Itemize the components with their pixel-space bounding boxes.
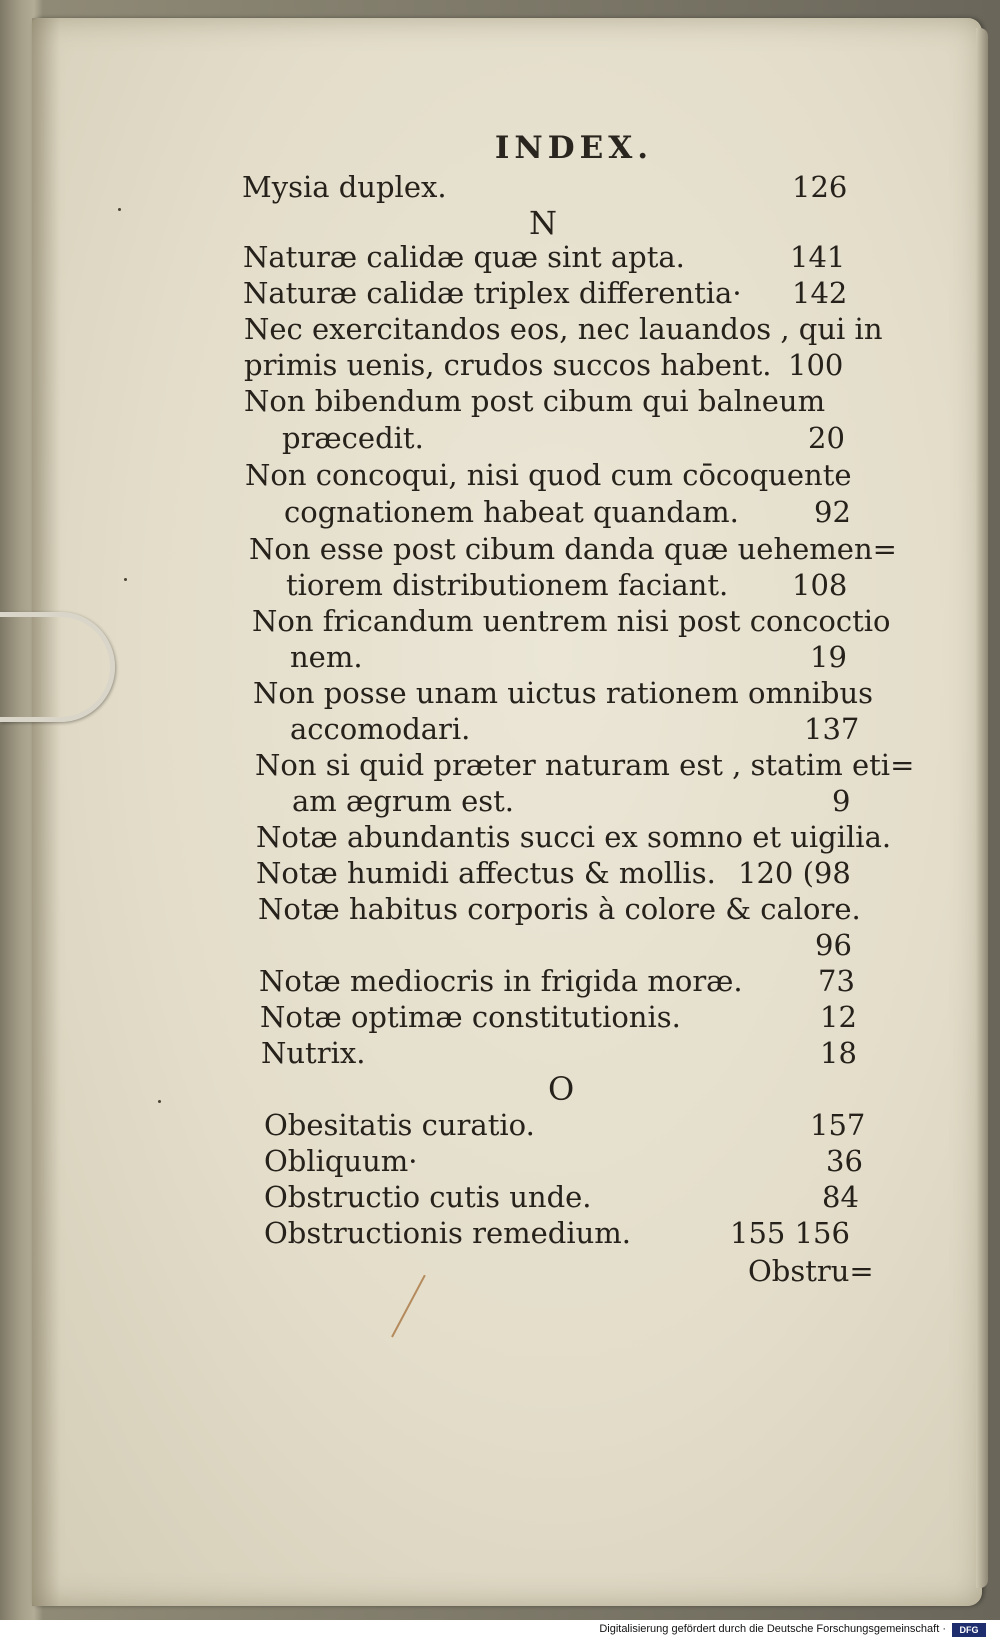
entry-page: 137: [804, 712, 860, 746]
entry-text: cognationem habeat quandam.: [284, 495, 739, 529]
index-entry: [32, 604, 932, 640]
entry-text: primis uenis, crudos succos habent.: [244, 348, 772, 382]
index-entry: [32, 495, 932, 531]
index-entry: [32, 1144, 932, 1180]
index-entry: [32, 748, 932, 784]
index-entry: [32, 170, 932, 206]
entry-page: 142: [792, 276, 848, 310]
entry-text: Non concoqui, nisi quod cum cōcoquente: [245, 458, 852, 492]
index-entry: [32, 820, 932, 856]
index-entry: [32, 1000, 932, 1036]
index-entry: [32, 421, 932, 457]
entry-text: Non posse unam uictus rationem omnibus: [253, 676, 874, 710]
entry-page: 20: [808, 421, 845, 455]
entry-page: 96: [815, 928, 852, 962]
index-entry: [32, 856, 932, 892]
entry-page: 141: [790, 240, 846, 274]
entry-page: 108: [792, 568, 848, 602]
index-entry: [32, 1036, 932, 1072]
entry-page: 18: [820, 1036, 857, 1070]
entry-page: 157: [810, 1108, 866, 1142]
entry-page: 126: [792, 170, 848, 204]
entry-text: Naturæ calidæ quæ sint apta.: [243, 240, 685, 274]
index-entry: [32, 240, 932, 276]
index-entry: [32, 1180, 932, 1216]
running-head: INDEX.: [494, 130, 654, 166]
index-entry: [32, 1108, 932, 1144]
dfg-logo: DFG: [952, 1623, 986, 1637]
catchword-row: [32, 1254, 932, 1290]
entry-text: Non bibendum post cibum qui balneum: [244, 384, 826, 418]
entry-page: 155 156: [730, 1216, 850, 1250]
index-entry: [32, 276, 932, 312]
entry-text: Non si quid præter naturam est , statim eti=: [255, 748, 915, 782]
entry-page: 100: [788, 348, 844, 382]
index-entry: [32, 1216, 932, 1252]
index-entry: [32, 348, 932, 384]
funding-credit: Digitalisierung gefördert durch die Deutsche Forschungsgemeinschaft ·: [599, 1623, 946, 1635]
entry-text: am ægrum est.: [292, 784, 515, 818]
book-clasp: [0, 612, 115, 722]
entry-page: 120 (98: [738, 856, 851, 890]
index-entry: [32, 784, 932, 820]
ink-speck: [158, 1100, 161, 1103]
entry-page: 9: [832, 784, 851, 818]
entry-page: 84: [822, 1180, 859, 1214]
index-entry: [32, 458, 932, 494]
index-entry: [32, 568, 932, 604]
entry-text: Non fricandum uentrem nisi post concoctio: [252, 604, 891, 638]
entry-text: Notæ optimæ constitutionis.: [260, 1000, 681, 1034]
catchword: Obstru=: [748, 1254, 874, 1288]
index-entry: [32, 892, 932, 928]
book-page: [32, 18, 982, 1606]
entry-page: 73: [818, 964, 855, 998]
entry-text: Mysia duplex.: [242, 170, 447, 204]
entry-page: 36: [826, 1144, 863, 1178]
footer-bar: [0, 1620, 1000, 1641]
index-entry: [32, 676, 932, 712]
entry-text: tiorem distributionem faciant.: [286, 568, 729, 602]
entry-text: nem.: [290, 640, 363, 674]
index-entry: [32, 312, 932, 348]
page-edge: [976, 28, 988, 1588]
entry-text: Obstructio cutis unde.: [264, 1180, 592, 1214]
entry-page: 92: [814, 495, 851, 529]
entry-page: 12: [820, 1000, 857, 1034]
entry-text: Notæ humidi affectus & mollis.: [256, 856, 716, 890]
index-entry: [32, 712, 932, 748]
section-letter-o: O: [548, 1070, 575, 1108]
entry-text: Notæ habitus corporis à colore & calore.: [258, 892, 861, 926]
entry-text: accomodari.: [290, 712, 471, 746]
index-entry: [32, 928, 932, 964]
entry-text: Obliquum·: [264, 1144, 418, 1178]
index-entry: [32, 384, 932, 420]
section-letter-n: N: [529, 204, 557, 242]
entry-text: Notæ mediocris in frigida moræ.: [259, 964, 743, 998]
entry-text: Notæ abundantis succi ex somno et uigilia.: [256, 820, 892, 854]
entry-text: Obesitatis curatio.: [264, 1108, 535, 1142]
entry-text: Non esse post cibum danda quæ uehemen=: [249, 532, 897, 566]
entry-text: Naturæ calidæ triplex differentia·: [243, 276, 742, 310]
index-entry: [32, 964, 932, 1000]
ink-speck: [118, 208, 121, 211]
entry-text: Obstructionis remedium.: [264, 1216, 632, 1250]
entry-text: Nutrix.: [261, 1036, 366, 1070]
index-entry: [32, 640, 932, 676]
index-entry: [32, 532, 932, 568]
entry-text: Nec exercitandos eos, nec lauandos , qui in: [244, 312, 883, 346]
entry-page: 19: [810, 640, 847, 674]
entry-text: præcedit.: [282, 421, 424, 455]
